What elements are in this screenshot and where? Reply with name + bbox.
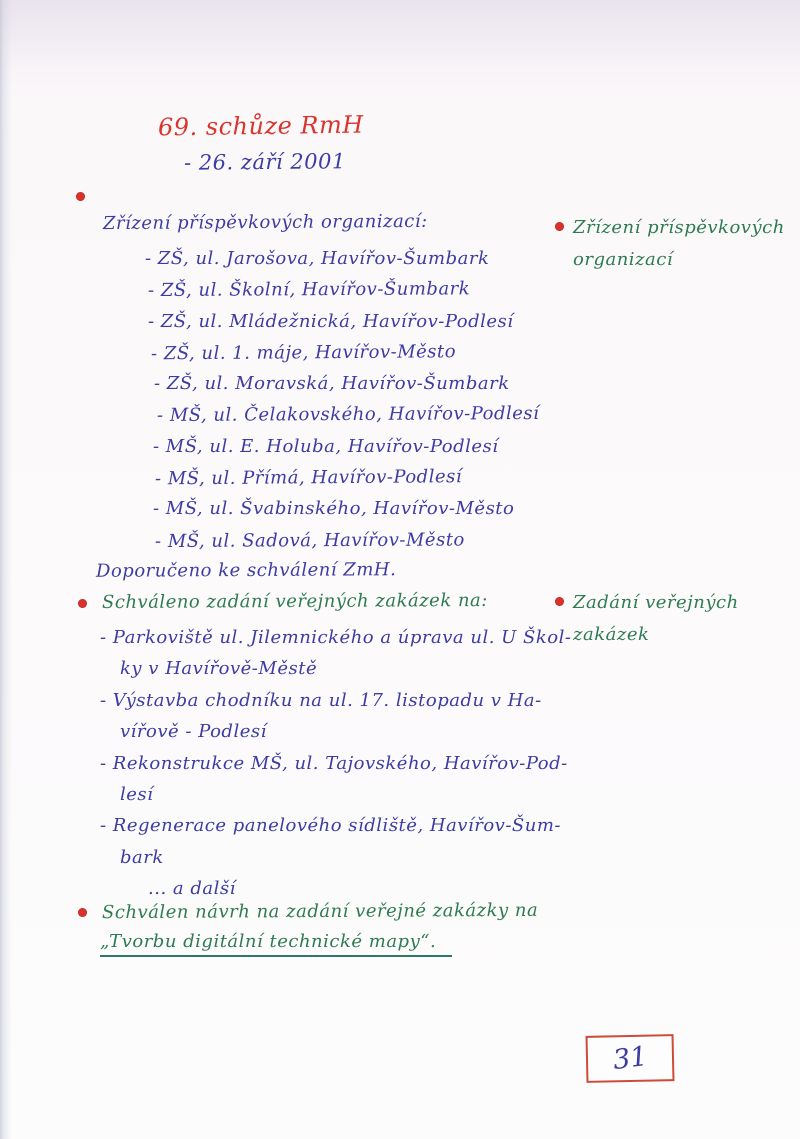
recommendation-line: Doporučeno ke schválení ZmH. bbox=[95, 559, 397, 582]
list-item-etc: ... a další bbox=[148, 878, 236, 900]
tender-list bbox=[100, 622, 571, 905]
page-number-box bbox=[586, 1034, 675, 1083]
list-item: - ZŠ, ul. Jarošova, Havířov-Šumbark bbox=[145, 248, 490, 269]
list-item: - ZŠ, ul. Školní, Havířov-Šumbark bbox=[147, 278, 471, 302]
list-item-continuation: bark bbox=[120, 846, 164, 868]
proposal-line-2: „Tvorbu digitální technické mapy“. bbox=[100, 931, 452, 957]
org-list bbox=[140, 243, 539, 556]
page-title: 69. schůze RmH bbox=[157, 110, 364, 142]
scan-top-tint bbox=[0, 0, 800, 70]
margin-note-organisations bbox=[573, 212, 785, 276]
list-item-continuation: ky v Havířově-Městě bbox=[120, 658, 318, 680]
red-bullet-icon bbox=[555, 222, 564, 231]
margin-note-line: organizací bbox=[573, 249, 674, 270]
proposal-line-1: Schválen návrh na zadání veřejné zakázky na bbox=[101, 899, 539, 924]
margin-note-line: zakázek bbox=[573, 624, 650, 645]
red-bullet-icon bbox=[78, 908, 87, 917]
list-item-continuation: lesí bbox=[120, 783, 154, 805]
list-item: - Rekonstrukce MŠ, ul. Tajovského, Havířov-Pod- bbox=[100, 752, 568, 774]
page-number: 31 bbox=[611, 1040, 649, 1077]
list-item: - ZŠ, ul. 1. máje, Havířov-Město bbox=[150, 341, 457, 365]
scan-edge-shadow bbox=[0, 0, 12, 1139]
list-item: - ZŠ, ul. Mládežnická, Havířov-Podlesí bbox=[148, 310, 514, 332]
list-item: - ZŠ, ul. Moravská, Havířov-Šumbark bbox=[154, 373, 510, 395]
red-bullet-icon bbox=[76, 192, 85, 201]
list-item: - MŠ, ul. Švabinského, Havířov-Město bbox=[153, 498, 515, 520]
list-item: - MŠ, ul. E. Holuba, Havířov-Podlesí bbox=[153, 435, 499, 457]
red-bullet-icon bbox=[78, 599, 87, 608]
list-item: - MŠ, ul. Čelakovského, Havířov-Podlesí bbox=[156, 403, 540, 427]
margin-note-tenders bbox=[573, 587, 739, 651]
list-item: - MŠ, ul. Přímá, Havířov-Podlesí bbox=[154, 466, 463, 490]
margin-note-line: Zadání veřejných bbox=[573, 592, 739, 613]
org-section-heading: Zřízení příspěvkových organizací: bbox=[102, 210, 428, 235]
margin-note-line: Zřízení příspěvkových bbox=[573, 217, 785, 238]
tenders-section-heading: Schváleno zadání veřejných zakázek na: bbox=[101, 589, 488, 614]
list-item: - Výstavba chodníku na ul. 17. listopadu v Ha- bbox=[100, 689, 542, 711]
list-item-continuation: vířově - Podlesí bbox=[120, 721, 267, 743]
list-item: - MŠ, ul. Sadová, Havířov-Město bbox=[154, 529, 465, 552]
list-item: - Regenerace panelového sídliště, Havířov-Šum- bbox=[100, 815, 562, 837]
list-item: - Parkoviště ul. Jilemnického a úprava ul. U Škol- bbox=[100, 627, 572, 648]
red-bullet-icon bbox=[555, 597, 564, 606]
meeting-date: - 26. září 2001 bbox=[183, 149, 346, 175]
